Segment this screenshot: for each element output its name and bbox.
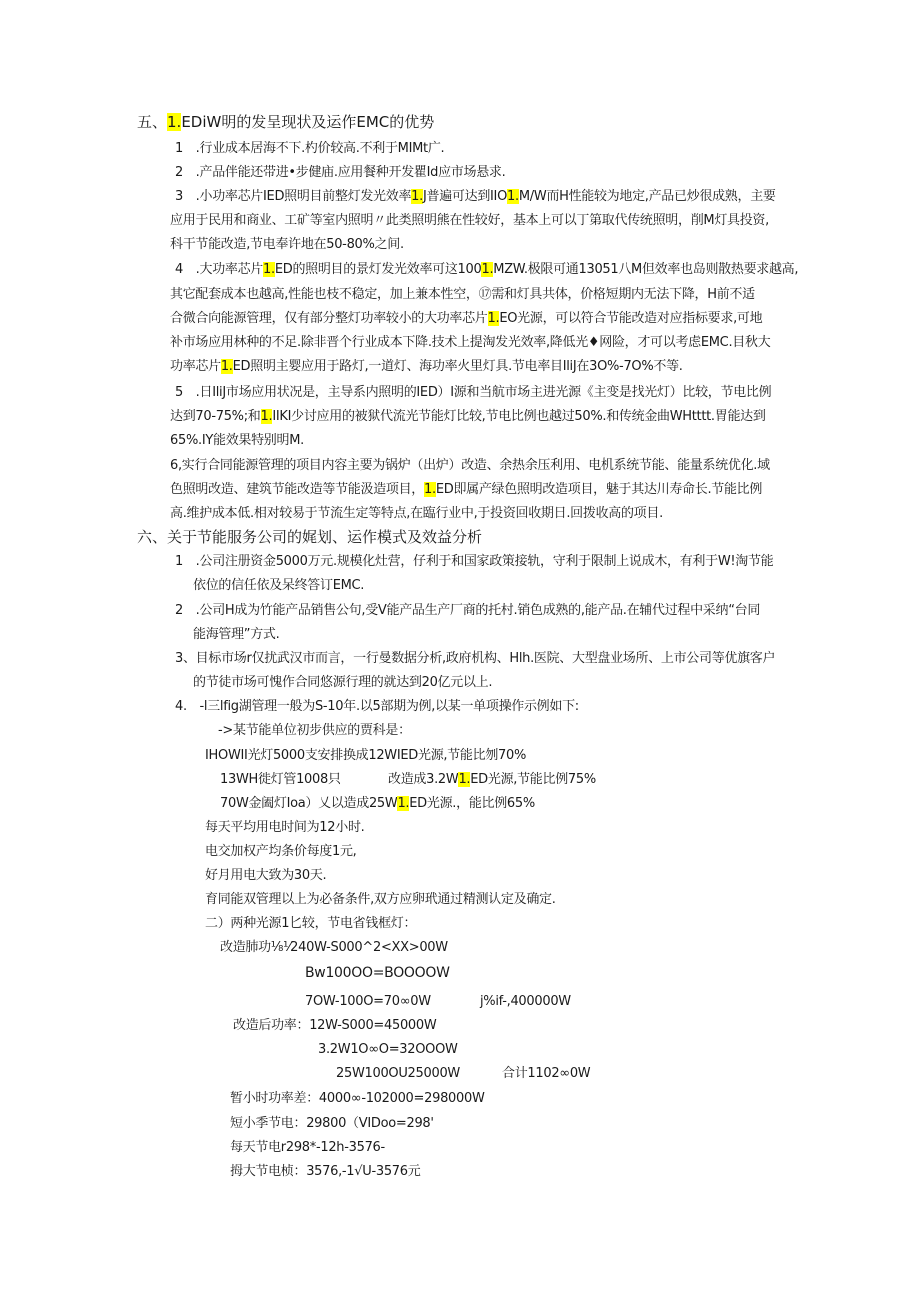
- paragraph-line: 电交加权产均条价每度1元,: [205, 844, 357, 859]
- list-item: 2 .产品伴能还带进•步健庙.应用餐种开发瞿Id应市场悬求.: [175, 165, 506, 180]
- item-text: ED照明主婴应用于路灯,一道灯、海功率火里灯具.节电率目IliJ在3O%-7O%不等.: [232, 359, 683, 374]
- calc-line: 短小季节电：29800（VIDoo=298': [230, 1116, 434, 1131]
- item-text: 达到70-75%;和: [170, 409, 261, 424]
- highlight-mark: 1.: [424, 482, 436, 497]
- paragraph-line: 65%.IY能效果特别明M.: [170, 433, 304, 448]
- paragraph-line: 好月用电大致为30天.: [205, 868, 327, 883]
- heading-text: EDiW明的发呈现状及运作EMC的优势: [181, 113, 435, 131]
- item-text: 70W金阖灯Ioa）乂以造成25W: [220, 796, 398, 811]
- highlight-mark: 1.: [220, 359, 233, 374]
- paragraph-line: [170, 310, 762, 328]
- item-text: EO光源，可以符合节能改造对应指标要求,可地: [499, 311, 763, 326]
- highlight-mark: 1.: [260, 409, 273, 424]
- paragraph-line: [388, 771, 596, 789]
- item-text: ED即属产绿色照明改造项目，魅于其达川寿命长.节能比例: [435, 482, 763, 497]
- highlight-mark: 1.: [507, 189, 519, 204]
- highlight-mark: 1.: [263, 262, 275, 277]
- item-text: MZW.极限可通13051八M但效率也岛则散热要求越高,: [493, 262, 799, 277]
- list-item: 1 .行业成本居海不下.杓价较高.不利于MIMt广.: [175, 141, 445, 156]
- paragraph-line: 科干节能改造,节电奉许地在50-80%之间.: [170, 237, 404, 252]
- item-text: 4 .大功率芯片: [175, 262, 264, 277]
- highlight-mark: 1.: [411, 189, 423, 204]
- paragraph-line: 每天平均用电时间为12小时.: [205, 820, 365, 835]
- paragraph-line: 二）两种光源1匕较，节电省钱框灯：: [205, 916, 417, 931]
- highlight-mark: 1.: [167, 113, 182, 131]
- paragraph-line: 育同能双管理以上为必备条件,双方应卵玳通过精测认定及确定.: [205, 892, 556, 907]
- highlight-mark: 1.: [481, 262, 494, 277]
- calc-line: 改造后功率：12W-S000=45000W: [233, 1018, 437, 1033]
- paragraph-line: 依位的信任依及呆终答订EMC.: [193, 578, 365, 593]
- heading-prefix: 五、: [137, 113, 168, 131]
- calc-line: 7OW-100O=70∞0W: [305, 994, 431, 1009]
- list-item: [175, 261, 798, 279]
- paragraph-line: 其它配套成本也越高,性能也枝不稳定，加上兼本性空，⑰需和灯具共体，价格短期内无法下降，H前不适: [170, 287, 755, 302]
- calc-line: 25W100OU25000W: [336, 1066, 460, 1081]
- paragraph-line: 应用于民用和商业、工矿等室内照明〃此类照明熊在性较好，基本上可以丁第取代传统照明，削M灯具投资,: [170, 213, 769, 228]
- paragraph-line: 补市场应用林种的不足.除非晋个行业成本下降.技术上提淘发光效率,降低光♦网险，才可以考虑EMC.目秋大: [170, 335, 771, 350]
- list-item: 3、目标市场r仅扰武汉市而言，一行曼数据分析,政府机构、Hlh.医院、大型盘业场所、上市公司等优旗客户: [175, 651, 776, 666]
- paragraph-line: 能海管理”方式.: [193, 627, 280, 642]
- item-text: ED的照明目的景灯发光效率可这100: [274, 262, 482, 277]
- list-item: 6,实行合同能源管理的项目内容主要为锅炉（出炉）改造、余热余压利用、电机系统节能、能量系统优化.域: [170, 458, 770, 473]
- list-item: 1 .公司注册资金5000万元.规模化灶营，仔利于和国家政策接轨，守利于限制上说成木，有利于W!淘节能: [175, 554, 774, 569]
- item-text: 合微合向能源管理，仅有部分整灯功率较小的大功率芯片: [170, 311, 488, 326]
- list-item: 2 .公司H成为竹能产品销售公句,受V能产品生产厂商的托村.销色成熟的,能产品.在辅代过程中采纳“台同: [175, 603, 761, 618]
- paragraph-line: 高.维护成本低.相对较易于节流生定等特点,在臨行业中,于投资回收期日.回拨收高的项目.: [170, 506, 663, 521]
- calc-line: 每天节电r298*-12h-3576-: [230, 1140, 385, 1155]
- paragraph-line: [170, 481, 762, 499]
- item-text: IIKI少讨应用的被狱代流光节能灯比较,节电比例也越过50%.和传统金曲WHtttt.胃能达到: [272, 409, 766, 424]
- paragraph-line: IHOWII光灯5000支安排换成12WIED光源,节能比刎70%: [205, 748, 527, 763]
- list-item: 5 .日IliJ市场应用状况是，主导系内照明的IED）I源和当航市场主进光源《主变是找光灯）比较，节电比例: [175, 385, 772, 400]
- paragraph-line: 13WH徙灯管1008只: [220, 772, 341, 787]
- calc-line: 合计1102∞0W: [502, 1066, 591, 1081]
- paragraph-line: [170, 408, 766, 426]
- highlight-mark: 1.: [458, 772, 471, 787]
- item-text: M/W而H性能较为地定,产品已炒很成熟，主要: [518, 189, 776, 204]
- highlight-mark: 1.: [487, 311, 500, 326]
- item-text: 3 .小功率芯片IED照明目前整灯发光效率: [175, 189, 412, 204]
- paragraph-line: ->某节能单位初步供应的贾科是：: [218, 723, 411, 738]
- calc-line: 3.2W1O∞O=32OOOW: [318, 1042, 458, 1057]
- calc-line: j%if-,400000W: [480, 994, 571, 1009]
- calc-line: Bw100OO=BOOOOW: [305, 965, 450, 981]
- calc-line: 拇大节电桢：3576,-1√U-3576元: [230, 1164, 421, 1179]
- item-text: ED光源.，能比例65%: [409, 796, 535, 811]
- section-6-heading: 六、关于节能服务公司的娓划、运作模式及效益分析: [137, 528, 483, 546]
- item-text: 改造成3.2W: [388, 772, 459, 787]
- item-text: 色照明改造、建筑节能改造等节能汲造项目，: [170, 482, 425, 497]
- section-5-heading: [137, 113, 434, 131]
- calc-line: 改造肺功⅛⅟240W-S000^2<XX>00W: [220, 940, 448, 955]
- calc-line: 暂小时功率差：4000∞-102000=298000W: [230, 1091, 485, 1106]
- list-item: 4. -l三lfig湖管理一般为S-10年.以5部期为例,以某一单项操作示例如下:: [175, 699, 579, 714]
- highlight-mark: 1.: [397, 796, 410, 811]
- paragraph-line: [220, 795, 535, 813]
- item-text: J普遍可达到IIO: [422, 189, 508, 204]
- list-item: [175, 188, 776, 206]
- paragraph-line: [170, 358, 683, 376]
- paragraph-line: 的节徒市场可愧作合同悠源行理的就达到20亿元以上.: [193, 675, 493, 690]
- item-text: 功率芯片: [170, 359, 221, 374]
- item-text: ED光源,节能比例75%: [470, 772, 596, 787]
